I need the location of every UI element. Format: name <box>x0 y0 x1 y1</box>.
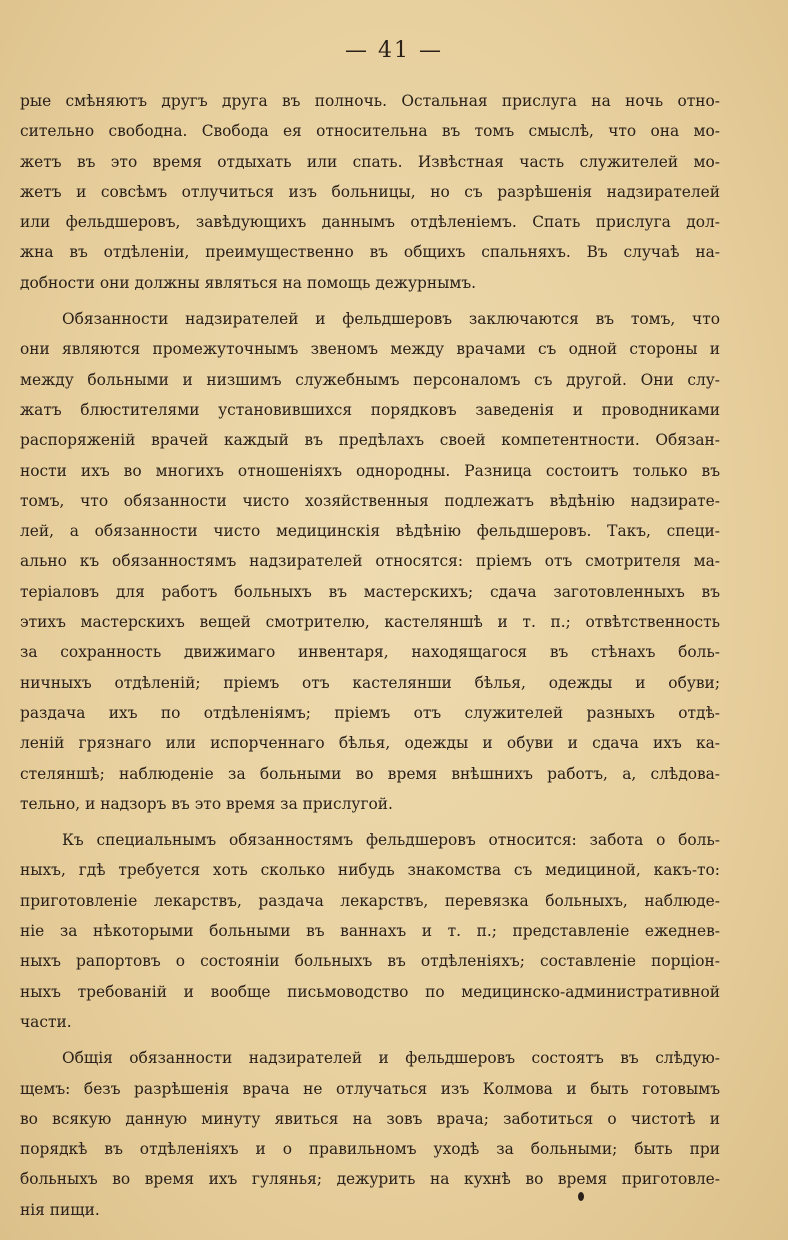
text-line: леній грязнаго или испорченнаго бѣлья, одежды и обуви и сдача ихъ ка- <box>20 734 720 753</box>
text-line: тельно, и надзоръ въ это время за прислугой. <box>20 794 393 813</box>
text-line: ально къ обязанностямъ надзирателей относятся: пріемъ отъ смотрителя ма- <box>20 552 720 571</box>
text-line: сительно свободна. Свобода ея относительна въ томъ смыслѣ, что она мо- <box>20 122 720 141</box>
text-line: больныхъ во время ихъ гулянья; дежурить на кухнѣ во время приготовле- <box>20 1170 720 1189</box>
text-line: ныхъ, гдѣ требуется хоть сколько нибудь знакомства съ медициной, какъ-то: <box>20 861 720 880</box>
page-number: — 41 — <box>345 38 443 63</box>
ink-dot <box>578 1192 584 1201</box>
text-line: рые смѣняютъ другъ друга въ полночь. Остальная прислуга на ночь отно- <box>20 92 720 110</box>
text-line: части. <box>20 1012 72 1031</box>
text-line: ныхъ требованій и вообще письмоводство по медицинско-административной <box>20 982 720 1001</box>
text-line: Общія обязанности надзирателей и фельдшеровъ состоятъ въ слѣдую- <box>62 1049 720 1068</box>
text-line: Къ специальнымъ обязанностямъ фельдшеровъ относится: забота о боль- <box>62 831 720 850</box>
text-line: добности они должны являться на помощь дежурнымъ. <box>20 273 477 292</box>
text-line: приготовленіе лекарствъ, раздача лекарствъ, перевязка больныхъ, наблюде- <box>20 891 720 910</box>
text-line: во всякую данную минуту явиться на зовъ врача; заботиться о чистотѣ и <box>20 1109 720 1128</box>
body-text <box>20 86 720 1231</box>
text-line: Обязанности надзирателей и фельдшеровъ заключаются въ томъ, что <box>62 310 720 329</box>
text-line: теріаловъ для работъ больныхъ въ мастерскихъ; сдача заготовленныхъ въ <box>20 582 720 601</box>
text-line: жетъ въ это время отдыхать или спать. Извѣстная часть служителей мо- <box>20 152 720 171</box>
text-line: или фельдшеровъ, завѣдующихъ даннымъ отдѣленіемъ. Спать прислуга дол- <box>20 213 720 232</box>
text-line: ности ихъ во многихъ отношеніяхъ однородны. Разница состоитъ только въ <box>20 461 720 480</box>
text-line: раздача ихъ по отдѣленіямъ; пріемъ отъ служителей разныхъ отдѣ- <box>20 703 720 722</box>
text-line: жатъ блюстителями установившихся порядковъ заведенія и проводниками <box>20 400 720 419</box>
text-line: порядкѣ въ отдѣленіяхъ и о правильномъ уходѣ за больными; быть при <box>20 1140 720 1159</box>
text-line: распоряженій врачей каждый въ предѣлахъ своей компетентности. Обязан- <box>20 431 720 450</box>
paragraph-1 <box>20 86 720 298</box>
text-line: жна въ отдѣленіи, преимущественно въ общихъ спальняхъ. Въ случаѣ на- <box>20 243 720 262</box>
text-line: нія пищи. <box>20 1200 100 1219</box>
text-line: этихъ мастерскихъ вещей смотрителю, кастеляншѣ и т. п.; отвѣтственность <box>20 613 720 632</box>
text-line: жетъ и совсѣмъ отлучиться изъ больницы, но съ разрѣшенія надзирателей <box>20 182 720 201</box>
text-line: между больными и низшимъ служебнымъ персоналомъ съ другой. Они слу- <box>20 370 720 389</box>
text-line: стеляншѣ; наблюденіе за больными во время внѣшнихъ работъ, а, слѣдова- <box>20 764 720 783</box>
text-line: ніе за нѣкоторыми больными въ ваннахъ и т. п.; представленіе ежеднев- <box>20 922 720 941</box>
paragraph-3 <box>20 825 720 1037</box>
paragraph-2 <box>20 304 720 819</box>
text-line: томъ, что обязанности чисто хозяйственныя подлежатъ вѣдѣнію надзирате- <box>20 491 720 510</box>
text-line: щемъ: безъ разрѣшенія врача не отлучаться изъ Колмова и быть готовымъ <box>20 1079 720 1098</box>
text-line: ныхъ рапортовъ о состояніи больныхъ въ отдѣленіяхъ; составленіе порціон- <box>20 952 720 971</box>
text-line: ничныхъ отдѣленій; пріемъ отъ кастелянши бѣлья, одежды и обуви; <box>20 673 720 692</box>
text-line: они являются промежуточнымъ звеномъ между врачами съ одной стороны и <box>20 340 720 359</box>
text-line: лей, а обязанности чисто медицинскія вѣдѣнію фельдшеровъ. Такъ, специ- <box>20 522 720 541</box>
paragraph-4 <box>20 1043 720 1225</box>
text-line: за сохранность движимаго инвентаря, находящагося въ стѣнахъ боль- <box>20 643 720 662</box>
